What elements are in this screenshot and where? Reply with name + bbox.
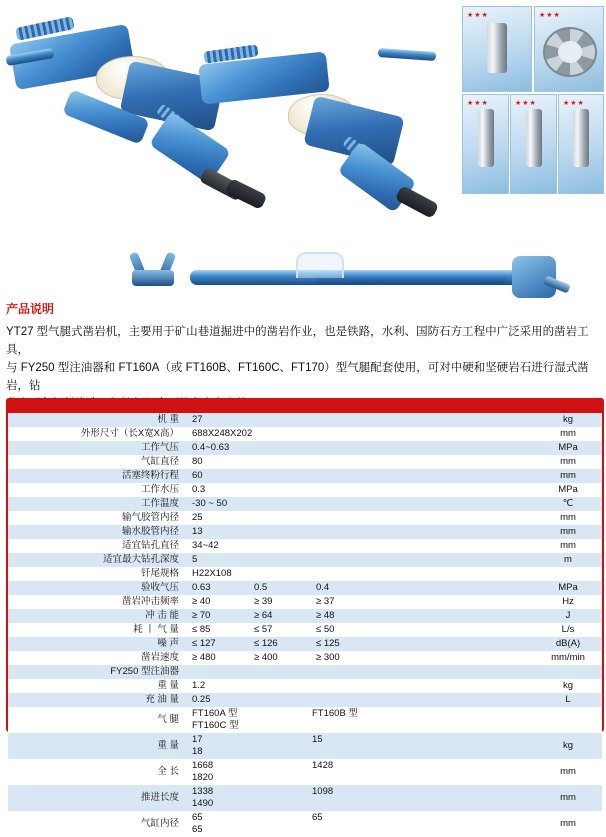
spec-name: 外形尺寸（长X宽X高） <box>80 428 179 439</box>
spec-value-cell: ≤ 50 <box>316 624 335 635</box>
table-row <box>8 427 602 441</box>
spec-value <box>189 441 534 455</box>
spec-name: 凿岩速度 <box>140 652 179 663</box>
table-row <box>8 595 602 609</box>
table-row <box>8 811 602 837</box>
table-row <box>8 455 602 469</box>
spec-value <box>189 539 534 553</box>
spec-value <box>189 679 534 693</box>
spec-value-cell: 34~42 <box>192 540 219 551</box>
spec-value-cell: 0.25 <box>192 694 211 705</box>
spec-unit: mm <box>560 792 576 803</box>
spec-value-cell: ≥ 300 <box>316 652 340 663</box>
spec-unit <box>534 707 602 733</box>
spec-value-cell: 18 <box>192 746 203 757</box>
spec-name: 工作温度 <box>140 498 179 509</box>
spec-name: 推进长度 <box>140 792 179 803</box>
spec-value-cell: 27 <box>192 414 203 425</box>
spec-name: 输气胶管内径 <box>121 512 179 523</box>
spec-value-cell: ≥ 400 <box>254 652 278 663</box>
spec-name: 钎尾规格 <box>140 568 179 579</box>
spec-value <box>189 413 534 427</box>
spec-value-cell: ≥ 40 <box>192 596 211 607</box>
table-row <box>8 759 602 785</box>
spec-name: 工作气压 <box>140 442 179 453</box>
spec-name: 机 重 <box>157 414 179 425</box>
spec-unit: J <box>565 610 571 621</box>
table-row <box>8 567 602 581</box>
spec-value-cell: 0.5 <box>254 582 268 593</box>
spec-unit <box>534 567 602 581</box>
spec-value-cell: 17 <box>192 734 203 745</box>
spec-value-cell: 80 <box>192 456 203 467</box>
spec-value-cell: ≥ 48 <box>316 610 335 621</box>
accessory-photo <box>558 94 604 194</box>
spec-value-cell: ≥ 64 <box>254 610 273 621</box>
spec-value-cell: 0.63 <box>192 582 211 593</box>
spec-value-cell: ≤ 85 <box>192 624 211 635</box>
spec-value <box>189 759 534 785</box>
spec-value-cell: ≤ 127 <box>192 638 216 649</box>
spec-unit: mm/min <box>551 652 585 663</box>
spec-unit: dB(A) <box>555 638 581 649</box>
spec-value-cell: ≤ 126 <box>254 638 278 649</box>
spec-name: 气 腿 <box>157 714 179 725</box>
accessory-photo <box>534 6 604 92</box>
spec-value <box>189 785 534 811</box>
spec-value <box>189 665 534 679</box>
leg-handle <box>296 252 344 278</box>
spec-value <box>189 595 534 609</box>
spec-value <box>189 497 534 511</box>
table-row <box>8 553 602 567</box>
spec-value <box>189 511 534 525</box>
spec-value <box>189 811 534 837</box>
table-row <box>8 665 602 679</box>
accessory-photo <box>462 6 532 92</box>
rock-drill-illustration-2 <box>190 44 450 244</box>
table-row <box>8 707 602 733</box>
spec-name: 耗 丨 气 量 <box>133 624 179 635</box>
spec-value-cell: H22X108 <box>192 568 232 579</box>
spec-name: 验收气压 <box>140 582 179 593</box>
spec-unit: mm <box>560 540 576 551</box>
spec-unit: mm <box>560 456 576 467</box>
spec-unit: MPa <box>558 442 578 453</box>
table-row <box>8 623 602 637</box>
spec-value <box>189 483 534 497</box>
spec-value <box>189 623 534 637</box>
leg-inner-tube <box>316 271 506 284</box>
spec-unit: mm <box>560 818 576 829</box>
spec-unit: mm <box>560 512 576 523</box>
leg-model-header: FT160C 型 <box>192 720 239 731</box>
spec-name: 适宜最大钻孔深度 <box>102 554 179 565</box>
spec-value-cell: 15 <box>312 734 323 745</box>
spec-value-cell: 13 <box>192 526 203 537</box>
product-description <box>6 300 600 413</box>
spec-name: 重 量 <box>157 740 179 751</box>
spec-unit: kg <box>562 414 574 425</box>
spec-unit: mm <box>560 428 576 439</box>
spec-value <box>189 651 534 665</box>
spec-value-cell: 25 <box>192 512 203 523</box>
spec-name: 气缸直径 <box>140 456 179 467</box>
drill-bit <box>478 109 494 167</box>
table-row <box>8 733 602 759</box>
leg-model-headers <box>189 707 534 733</box>
spec-unit: mm <box>560 470 576 481</box>
spec-unit: ℃ <box>562 498 574 509</box>
table-row <box>8 693 602 707</box>
spec-unit: Hz <box>562 596 574 607</box>
drill-bit <box>487 23 507 73</box>
spec-value <box>189 609 534 623</box>
description-line: YT27 型气腿式凿岩机，主要用于矿山巷道掘进中的凿岩作业，也是铁路，水利、国防石方工程中广泛采用的凿岩工具， <box>6 326 589 356</box>
stars-badge: ★★★ <box>539 12 561 19</box>
spec-value <box>189 567 534 581</box>
table-row <box>8 497 602 511</box>
table-row <box>8 539 602 553</box>
table-row <box>8 511 602 525</box>
spec-name: 活塞终粉行程 <box>121 470 179 481</box>
spec-name: 全 长 <box>157 766 179 777</box>
spec-value-cell: 65 <box>312 812 323 823</box>
spec-value <box>189 427 534 441</box>
spec-name: 输水胶管内径 <box>121 526 179 537</box>
spec-value-cell: 1820 <box>192 772 214 783</box>
spec-unit: L <box>565 694 571 705</box>
table-top-bar <box>8 400 602 413</box>
spec-name: 噪 声 <box>157 638 179 649</box>
spec-value-cell: ≤ 57 <box>254 624 273 635</box>
table-row <box>8 441 602 455</box>
stars-badge: ★★★ <box>515 100 537 107</box>
spec-unit: kg <box>562 680 574 691</box>
spec-unit: MPa <box>558 582 578 593</box>
spec-value-cell: 1338 <box>192 786 214 797</box>
spec-value-cell: ≥ 480 <box>192 652 216 663</box>
spec-value <box>189 469 534 483</box>
spec-value <box>189 553 534 567</box>
spec-value-cell: -30 ~ 50 <box>192 498 228 509</box>
description-title: 产品说明 <box>6 302 55 316</box>
spec-value <box>189 637 534 651</box>
spec-unit: mm <box>560 766 576 777</box>
table-row <box>8 609 602 623</box>
spec-value <box>189 525 534 539</box>
accessory-photo-grid <box>462 6 602 196</box>
drill-bit <box>526 109 542 167</box>
spec-value-cell: ≤ 125 <box>316 638 340 649</box>
spec-value-cell: 0.4 <box>316 582 330 593</box>
pneumatic-leg-assembly <box>120 246 550 308</box>
drill-bit <box>573 109 589 167</box>
spec-unit: L/s <box>561 624 575 635</box>
specification-table <box>6 398 604 835</box>
stars-badge: ★★★ <box>563 100 585 107</box>
spec-table <box>8 413 602 837</box>
spec-value-cell: 0.3 <box>192 484 206 495</box>
spec-name: 适宜钻孔直径 <box>121 540 179 551</box>
spec-unit: kg <box>562 740 574 751</box>
spec-value <box>189 693 534 707</box>
description-line: 与 FY250 型注油器和 FT160A（或 FT160B、FT160C、FT170）型气腿配套使用，可对中硬和坚硬岩石进行湿式凿岩，钻 <box>6 362 589 392</box>
table-row <box>8 413 602 427</box>
spec-value <box>189 455 534 469</box>
table-row <box>8 679 602 693</box>
table-row <box>8 469 602 483</box>
spec-value-cell: 60 <box>192 470 203 481</box>
spec-name: 工作水压 <box>140 484 179 495</box>
spec-value-cell: 1668 <box>192 760 214 771</box>
spec-value-cell: 65 <box>192 812 203 823</box>
leg-model-header: FT160B 型 <box>312 708 358 719</box>
spec-unit: MPa <box>558 484 578 495</box>
stars-badge: ★★★ <box>467 100 489 107</box>
spec-unit <box>534 665 602 679</box>
spec-value-cell: 1.2 <box>192 680 206 691</box>
table-row <box>8 651 602 665</box>
spec-value-cell: 688X248X202 <box>192 428 253 439</box>
spec-name: 凿岩冲击频率 <box>121 596 179 607</box>
spec-value-cell: 1490 <box>192 798 214 809</box>
spec-unit: mm <box>560 526 576 537</box>
spec-value-cell: 5 <box>192 554 198 565</box>
spec-value-cell: 0.4~0.63 <box>192 442 230 453</box>
table-row <box>8 637 602 651</box>
ring-part <box>543 27 597 77</box>
handle-grip <box>395 185 440 219</box>
table-row <box>8 525 602 539</box>
spec-name: 气缸内径 <box>140 818 179 829</box>
spec-value <box>189 733 534 759</box>
spec-name: FY250 型注油器 <box>110 666 179 677</box>
spec-value-cell: ≥ 39 <box>254 596 273 607</box>
spec-value <box>189 581 534 595</box>
spec-name: 重 量 <box>157 680 179 691</box>
table-row <box>8 483 602 497</box>
claw-base <box>132 270 174 286</box>
spec-value-cell: 1428 <box>312 760 334 771</box>
drill-rod <box>378 48 436 61</box>
spec-name: 充 油 量 <box>145 694 179 705</box>
spec-value-cell: ≥ 37 <box>316 596 335 607</box>
accessory-photo <box>510 94 557 194</box>
spec-value-cell: ≥ 70 <box>192 610 211 621</box>
spec-value-cell: 65 <box>192 824 203 835</box>
table-row <box>8 785 602 811</box>
spec-unit: m <box>564 554 572 565</box>
spec-name: 冲 击 能 <box>145 610 179 621</box>
stars-badge: ★★★ <box>467 12 489 19</box>
leg-model-header: FT160A 型 <box>192 708 238 719</box>
product-image-area <box>0 0 606 310</box>
accessory-photo <box>462 94 509 194</box>
table-row <box>8 581 602 595</box>
spec-value-cell: 1098 <box>312 786 334 797</box>
